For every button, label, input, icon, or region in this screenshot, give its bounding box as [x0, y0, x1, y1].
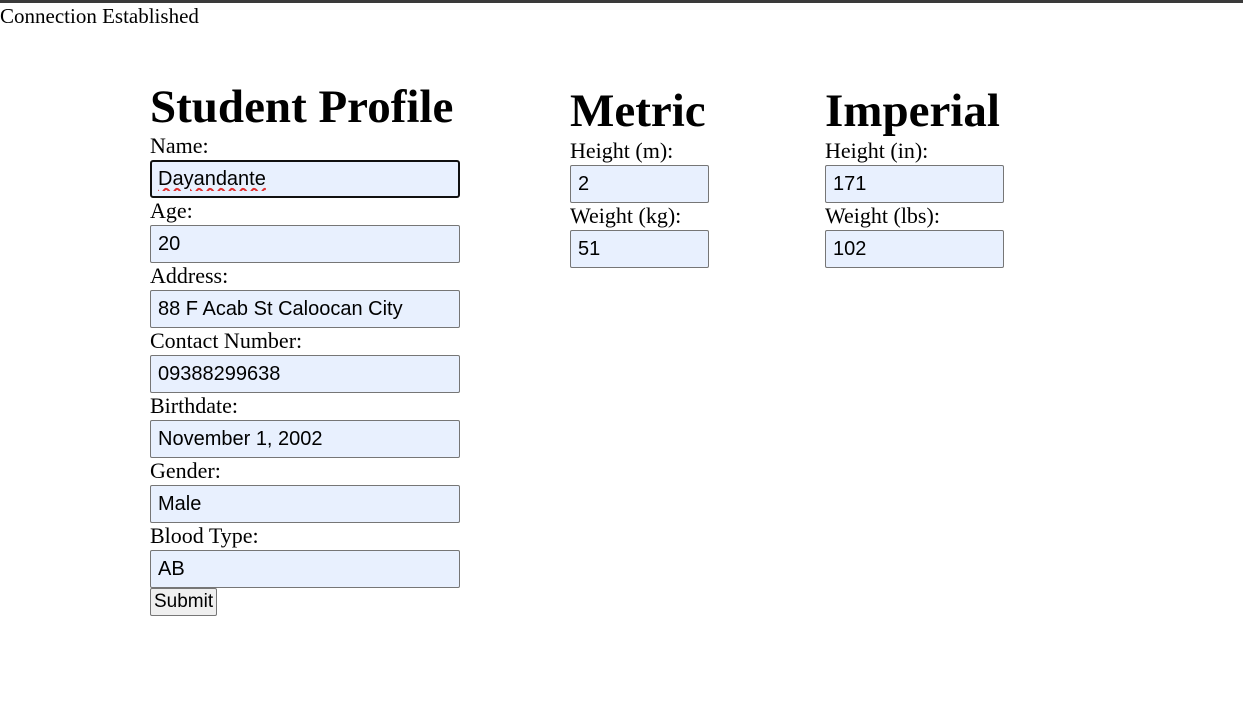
metric-title: Metric [570, 85, 706, 137]
student-profile-title: Student Profile [150, 81, 454, 133]
gender-input[interactable] [150, 485, 460, 523]
imperial-height-input[interactable] [825, 165, 1004, 203]
connection-status: Connection Established [0, 4, 199, 28]
metric-weight-input[interactable] [570, 230, 709, 268]
imperial-weight-label: Weight (lbs): [825, 203, 940, 228]
contact-number-input[interactable] [150, 355, 460, 393]
contact-number-label: Contact Number: [150, 328, 303, 353]
birthdate-label: Birthdate: [150, 393, 238, 418]
imperial-height-label: Height (in): [825, 138, 929, 163]
metric-height-label: Height (m): [570, 138, 674, 163]
name-label: Name: [150, 133, 209, 158]
submit-button[interactable]: Submit [150, 588, 217, 616]
gender-label: Gender: [150, 458, 221, 483]
imperial-weight-input[interactable] [825, 230, 1004, 268]
imperial-title: Imperial [825, 85, 1000, 137]
blood-type-input[interactable] [150, 550, 460, 588]
name-input[interactable] [150, 160, 460, 198]
metric-weight-label: Weight (kg): [570, 203, 682, 228]
address-input[interactable] [150, 290, 460, 328]
age-label: Age: [150, 198, 193, 223]
age-input[interactable] [150, 225, 460, 263]
blood-type-label: Blood Type: [150, 523, 259, 548]
address-label: Address: [150, 263, 229, 288]
metric-height-input[interactable] [570, 165, 709, 203]
birthdate-input[interactable] [150, 420, 460, 458]
